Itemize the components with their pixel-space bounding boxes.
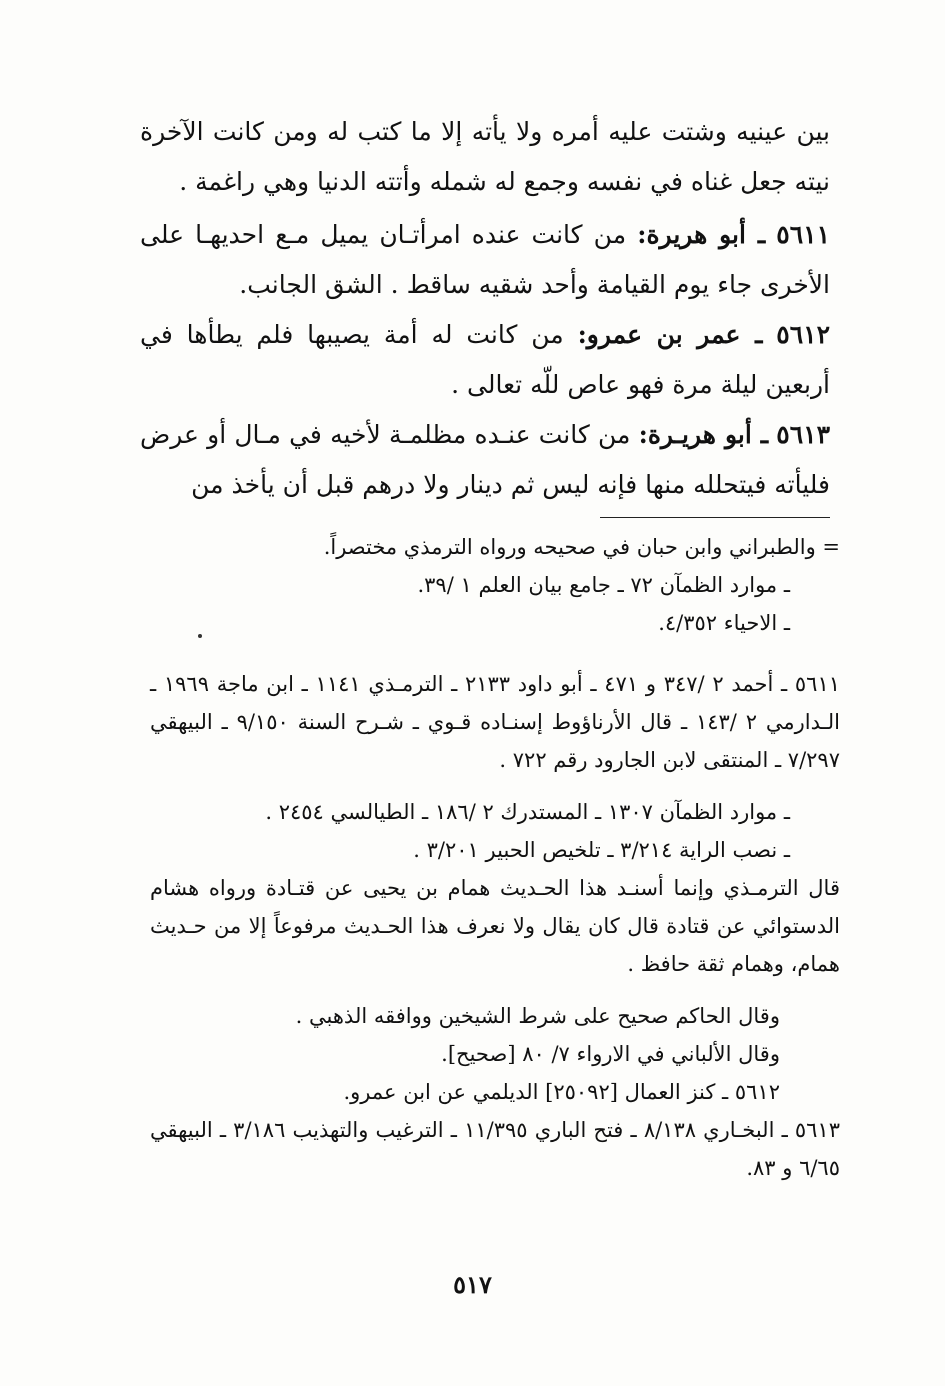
- footnote-line: وقال الحاكم صحيح على شرط الشيخين ووافقه الذهبي .: [295, 1004, 780, 1028]
- footnotes-continued: [150, 528, 840, 642]
- hadith-number: ٥٦١١: [776, 220, 830, 249]
- hadith-5611: ٥٦١١ ـ أبو هريرة: من كانت عنده امرأتـان يميل مـع احديهـا على الأخرى جاء يوم القيامة وأحد شقيه ساقط . الشق الجانب.: [140, 220, 830, 299]
- hadith-text: من كانت عنده امرأتـان يميل مـع احديهـا على الأخرى جاء يوم القيامة وأحد شقيه ساقط . الشق الجانب.: [140, 220, 830, 299]
- hadith-text: من كانت عنـده مظلمـة لأخيه في مـال أو عرض فليأته فيتحلله منها فإنه ليس ثم دينار ولا درهم قبل أن يأخذ من: [140, 420, 830, 499]
- hadith-narrator: أبو هريرة:: [637, 220, 746, 249]
- speck: [198, 634, 202, 638]
- hadith-5612: ٥٦١٢ ـ عمر بن عمرو: من كانت له أمة يصيبها فلم يطأها في أربعين ليلة مرة فهو عاص للّه تعالى .: [140, 320, 830, 399]
- footnote-paragraph: قال الترمـذي وإنما أسنـد هذا الحـديث همام بن يحيى عن قتـادة ورواه هشام الدستوائي عن قتادة قال كان يقال ولا نعرف هذا الحـديث مرفوعاً إلا من حـديث همام، وهمام ثقة حافظ .: [150, 876, 840, 976]
- intro-line: جعل غناه في نفسه وجمع له شمله وأتته الدنيا وهي راغمة .: [179, 167, 787, 196]
- hadith-number: ٥٦١٣: [776, 420, 831, 449]
- hadith-narrator: أبو هريـرة:: [638, 420, 752, 449]
- hadith-text: من كانت له أمة يصيبها فلم يطأها في أربعين ليلة مرة فهو عاص للّه تعالى .: [140, 320, 830, 399]
- hadith-5613: ٥٦١٣ ـ أبو هريـرة: من كانت عنـده مظلمـة لأخيه في مـال أو عرض فليأته فيتحلله منها فإنه ليس ثم دينار ولا درهم قبل أن يأخذ من: [140, 420, 831, 499]
- footnote-line: ـ موارد الظمآن ١٣٠٧ ـ المستدرك ٢ /١٨٦ ـ الطيالسي ٢٤٥٤ .: [265, 800, 790, 824]
- footnote-line: وقال الألباني في الارواء ٧/ ٨٠ [صحيح].: [441, 1042, 780, 1066]
- footnote-paragraph: ٥٦١١ ـ أحمد ٢ /٣٤٧ و ٤٧١ ـ أبو داود ٢١٣٣ ـ الترمـذي ١١٤١ ـ ابن ماجة ١٩٦٩ ـ الـدارمي ٢ /١٤٣ ـ قال الأرناؤوط إسنـاده قـوي ـ شـرح السنة ٩/١٥٠ ـ البيهقي ٧/٢٩٧ ـ المنتقى لابن الجارود رقم ٧٢٢ .: [150, 672, 841, 772]
- footnote-line: = والطبراني وابن حبان في صحيحه ورواه الترمذي مختصراً.: [323, 535, 840, 559]
- footnote-line: ٥٦١٢ ـ كنز العمال [٢٥٠٩٢] الديلمي عن ابن عمرو.: [343, 1080, 780, 1104]
- footnote-separator: [600, 517, 830, 518]
- footnote-paragraph: ٥٦١٣ ـ البخـاري ٨/١٣٨ ـ فتح الباري ١١/٣٩٥ ـ الترغيب والتهذيب ٣/١٨٦ ـ البيهقي ٦/٦٥ و ٨٣.: [150, 1118, 840, 1180]
- intro-paragraph: [140, 107, 830, 207]
- intro-line: بين عينيه وشتت عليه أمره ولا يأته إلا ما كتب له ومن كانت الآخرة نيته: [140, 117, 830, 196]
- footnote-line: ـ الاحياء ٤/٣٥٢.: [658, 611, 790, 635]
- footnote-line: ـ موارد الظمآن ٧٢ ـ جامع بيان العلم ١ /٣٩.: [417, 573, 790, 597]
- hadith-number: ٥٦١٢: [776, 320, 830, 349]
- page-number: ٥١٧: [453, 1270, 492, 1299]
- hadith-narrator: عمر بن عمرو:: [577, 320, 741, 349]
- footnote-5611: [150, 665, 840, 1187]
- footnote-line: ـ نصب الراية ٣/٢١٤ ـ تلخيص الحبير ٣/٢٠١ .: [413, 838, 790, 862]
- main-text: [140, 107, 830, 207]
